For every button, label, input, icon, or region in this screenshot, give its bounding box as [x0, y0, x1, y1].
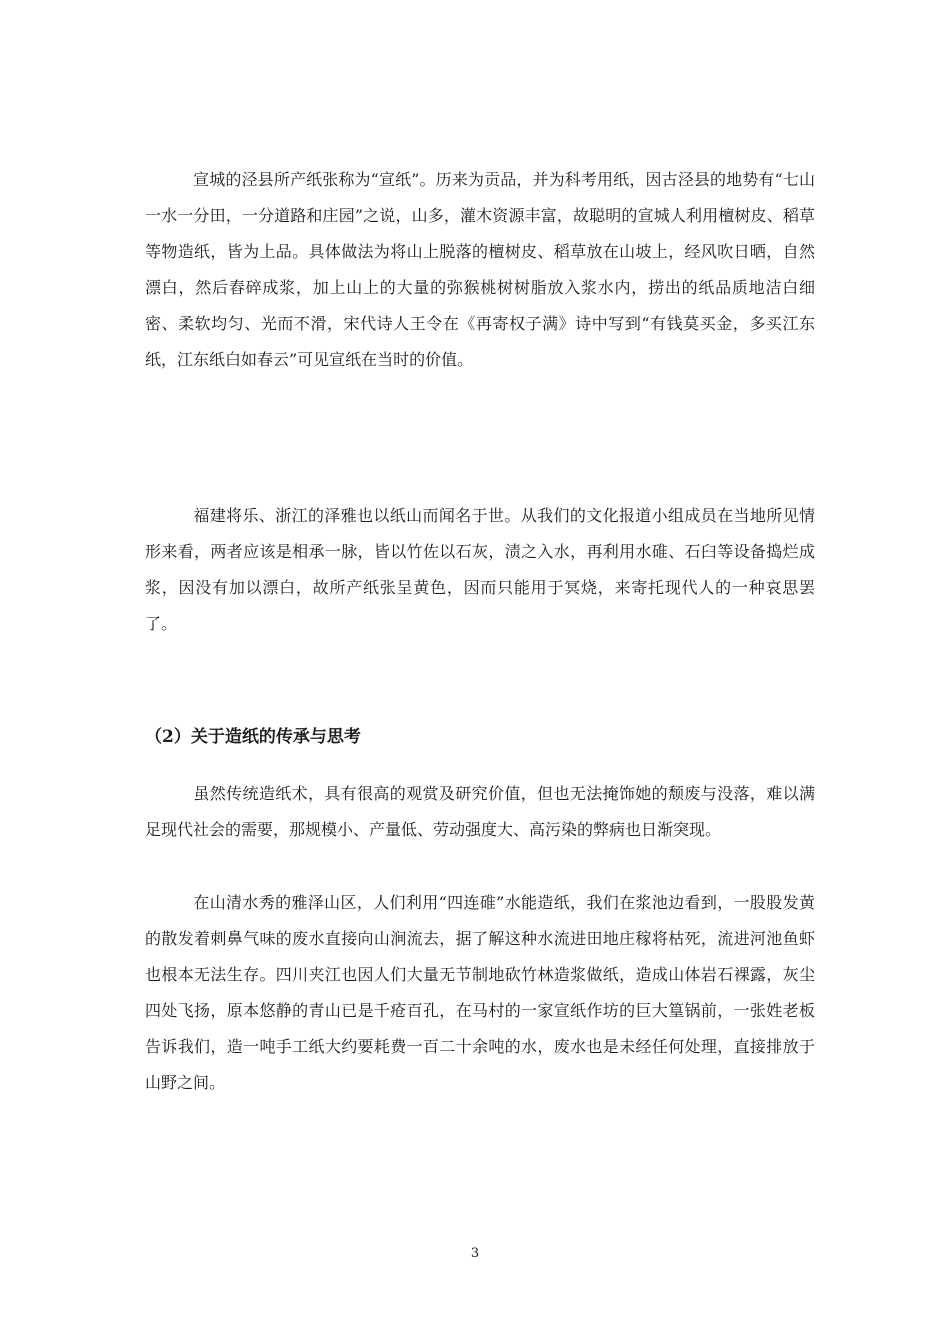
paragraph-text: 虽然传统造纸术，具有很高的观赏及研究价值，但也无法掩饰她的颓废与没落，难以满足现代社会的需要，那规模小、产量低、劳动强度大、高污染的弊病也日渐突现。: [145, 784, 815, 839]
page-number: 3: [470, 1246, 480, 1261]
paragraph-decline: [145, 776, 815, 848]
paragraph-pollution: [145, 885, 815, 1101]
section-heading: （2）关于造纸的传承与思考: [145, 727, 361, 747]
paragraph-text: 宣城的泾县所产纸张称为“宣纸”。历来为贡品，并为科考用纸，因古泾县的地势有“七山一水一分田，一分道路和庄园”之说，山多，灌木资源丰富，故聪明的宣城人利用檀树皮、稻草等物造纸，皆为上品。具体做法为将山上脱落的檀树皮、稻草放在山坡上，经风吹日晒，自然漂白，然后舂碎成浆，加上山上的大量的弥猴桃树树脂放入浆水内，捞出的纸品质地洁白细密、柔软均匀、光而不滑，宋代诗人王令在《再寄权子满》诗中写到“有钱莫买金，多买江东纸，江东纸白如春云”可见宣纸在当时的价值。: [145, 170, 815, 369]
paragraph-fujian-zhejiang: [145, 498, 815, 642]
paragraph-xuan-paper: [145, 162, 815, 378]
paragraph-text: 在山清水秀的雅泽山区，人们利用“四连碓”水能造纸，我们在浆池边看到，一股股发黄的散发着刺鼻气味的废水直接向山涧流去，据了解这种水流进田地庄稼将枯死，流进河池鱼虾也根本无法生存。四川夹江也因人们大量无节制地砍竹林造浆做纸，造成山体岩石裸露，灰尘四处飞扬，原本悠静的青山已是千疮百孔，在马村的一家宣纸作坊的巨大篁锅前，一张姓老板告诉我们，造一吨手工纸大约要耗费一百二十余吨的水，废水也是未经任何处理，直接排放于山野之间。: [145, 893, 815, 1092]
paragraph-text: 福建将乐、浙江的泽雅也以纸山而闻名于世。从我们的文化报道小组成员在当地所见情形来看，两者应该是相承一脉，皆以竹佐以石灰，渍之入水，再利用水碓、石臼等设备捣烂成浆，因没有加以漂白，故所产纸张呈黄色，因而只能用于冥烧，来寄托现代人的一种哀思罢了。: [145, 506, 815, 633]
